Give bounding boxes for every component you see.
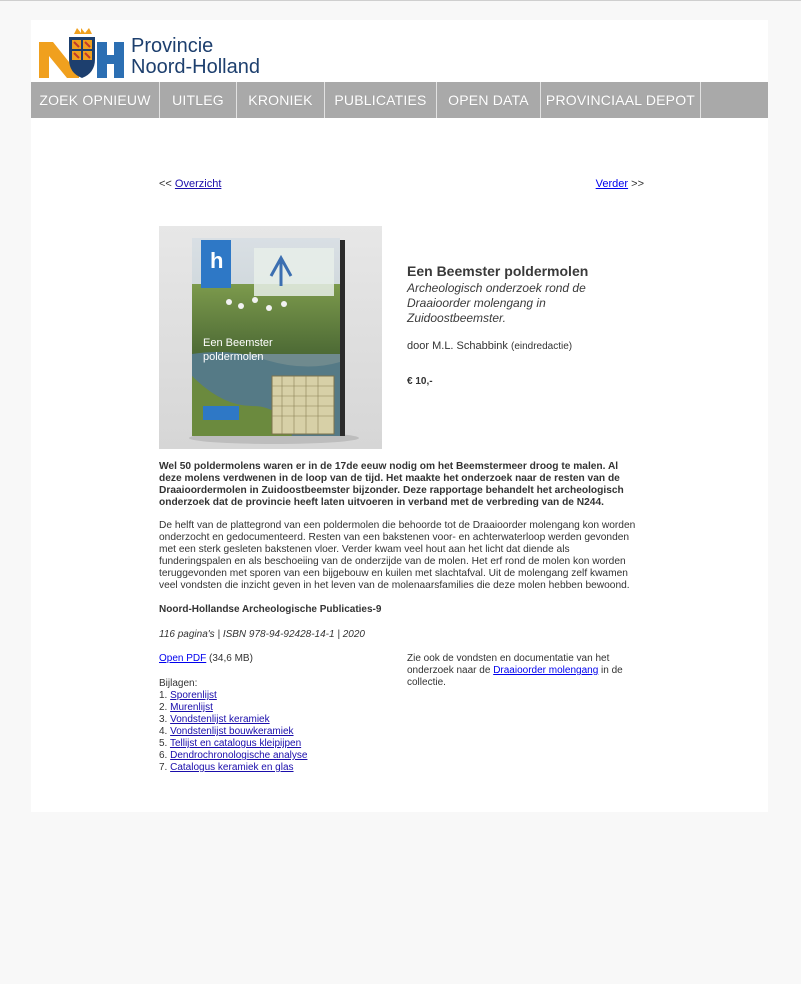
logo-line-1: Provincie [131, 35, 214, 57]
page-container [31, 20, 768, 812]
next-group [596, 178, 644, 190]
pdf-size: (34,6 MB) [209, 653, 253, 664]
list-item [159, 714, 307, 726]
cover-title-line-1: Een Beemster [203, 337, 273, 349]
bijlage-num: 3. [159, 714, 168, 725]
see-also-prefix: Zie ook de vondsten en documentatie van het onderzoek naar de [407, 653, 610, 676]
bijlagen-title: Bijlagen: [159, 678, 198, 689]
pager [159, 178, 644, 190]
list-item [159, 762, 307, 774]
bijlage-num: 1. [159, 690, 168, 701]
book-subtitle: Archeologisch onderzoek rond de Draaioorder molengang in Zuidoostbeemster. [407, 281, 586, 325]
author-name: M.L. Schabbink [432, 340, 508, 352]
author-prefix: door [407, 340, 430, 352]
book-cover-illustration [159, 226, 382, 449]
body-text: De helft van de plattegrond van een poldermolen die behoorde tot de Draaioorder molengang kon worden onderzocht en gedocumenteerd. Resten van een bakstenen voor- en achterwaterloop werden gevonden met een sterk gesleten bakstenen vloer. Verder kwam veel hout aan het licht dat diende als funderingspalen en als beschoeiing van de onderzijde van de molen. Het erf rond de molen kon worden teruggevonden met sporen van een bijgebouw en kuilen met slachtafval. Uit de molengang zelf kwamen veel vondsten die inzicht geven in het leven van de molenaarsfamilies die deze molen hebben bewoond. [159, 520, 636, 591]
main-nav [31, 82, 768, 118]
logo-text [131, 36, 260, 78]
nav-provinciaal-depot[interactable]: PROVINCIAAL DEPOT [541, 82, 701, 118]
see-also-text [407, 653, 637, 689]
pdf-row [159, 653, 253, 664]
list-item [159, 750, 307, 762]
bijlage-link-vondstenlijst-keramiek[interactable]: Vondstenlijst keramiek [170, 714, 270, 725]
list-item [159, 690, 307, 702]
nav-zoek-opnieuw[interactable]: ZOEK OPNIEUW [31, 82, 160, 118]
overzicht-link[interactable]: Overzicht [174, 178, 222, 190]
bijlage-num: 4. [159, 726, 168, 737]
logo-crest-icon [39, 28, 124, 78]
bijlage-num: 6. [159, 750, 168, 761]
publication-meta: 116 pagina's | ISBN 978-94-92428-14-1 | 2020 [159, 629, 365, 640]
list-item [159, 726, 307, 738]
prev-prefix: << [159, 178, 172, 190]
nav-uitleg[interactable]: UITLEG [160, 82, 237, 118]
list-item [159, 738, 307, 750]
bijlage-link-sporenlijst[interactable]: Sporenlijst [170, 690, 217, 701]
cover-title-line-2: poldermolen [203, 351, 264, 363]
book-author [407, 340, 637, 352]
author-role: (eindredactie) [510, 341, 573, 352]
bijlagen-list [159, 690, 307, 774]
bijlage-link-kleipijpen[interactable]: Tellijst en catalogus kleipijpen [169, 738, 302, 749]
svg-text:h: h [210, 248, 224, 273]
bijlage-link-dendrochronologie[interactable]: Dendrochronologische analyse [170, 750, 308, 761]
logo-line-2: Noord-Holland [131, 56, 260, 78]
bijlage-link-murenlijst[interactable]: Murenlijst [170, 702, 213, 713]
series-title: Noord-Hollandse Archeologische Publicaties-9 [159, 604, 382, 615]
intro-text: Wel 50 poldermolens waren er in de 17de eeuw nodig om het Beemstermeer droog te malen. Al deze molens verdwenen in de loop van de tijd. Het maakte het onderzoek naar de resten van de Draaioordermolen in Zuidoostbeemster bijzonder. Deze rapportage behandelt het archeologisch onderzoek dat de provincie heeft laten uitvoeren in verband met de verbreding van de N244. [159, 461, 624, 508]
bijlage-link-catalogus-keramiek-glas[interactable]: Catalogus keramiek en glas [170, 762, 294, 773]
bijlage-link-vondstenlijst-bouwkeramiek[interactable]: Vondstenlijst bouwkeramiek [170, 726, 294, 737]
nav-open-data[interactable]: OPEN DATA [437, 82, 541, 118]
next-suffix: >> [631, 178, 644, 190]
draaioorder-molengang-link[interactable]: Draaioorder molengang [493, 665, 599, 676]
bijlage-num: 7. [159, 762, 168, 773]
nav-kroniek[interactable]: KRONIEK [237, 82, 325, 118]
province-logo[interactable] [39, 28, 299, 78]
book-info [407, 263, 637, 387]
see-also-suffix: in de collectie. [407, 665, 623, 688]
book-title: Een Beemster poldermolen [407, 263, 589, 279]
nav-publicaties[interactable]: PUBLICATIES [325, 82, 437, 118]
bijlage-num: 2. [159, 702, 168, 713]
book-price: € 10,- [407, 376, 433, 387]
open-pdf-link[interactable]: Open PDF [159, 653, 207, 664]
bijlage-num: 5. [159, 738, 168, 749]
verder-link[interactable]: Verder [595, 178, 629, 190]
list-item [159, 702, 307, 714]
book-cover-image [159, 226, 382, 449]
